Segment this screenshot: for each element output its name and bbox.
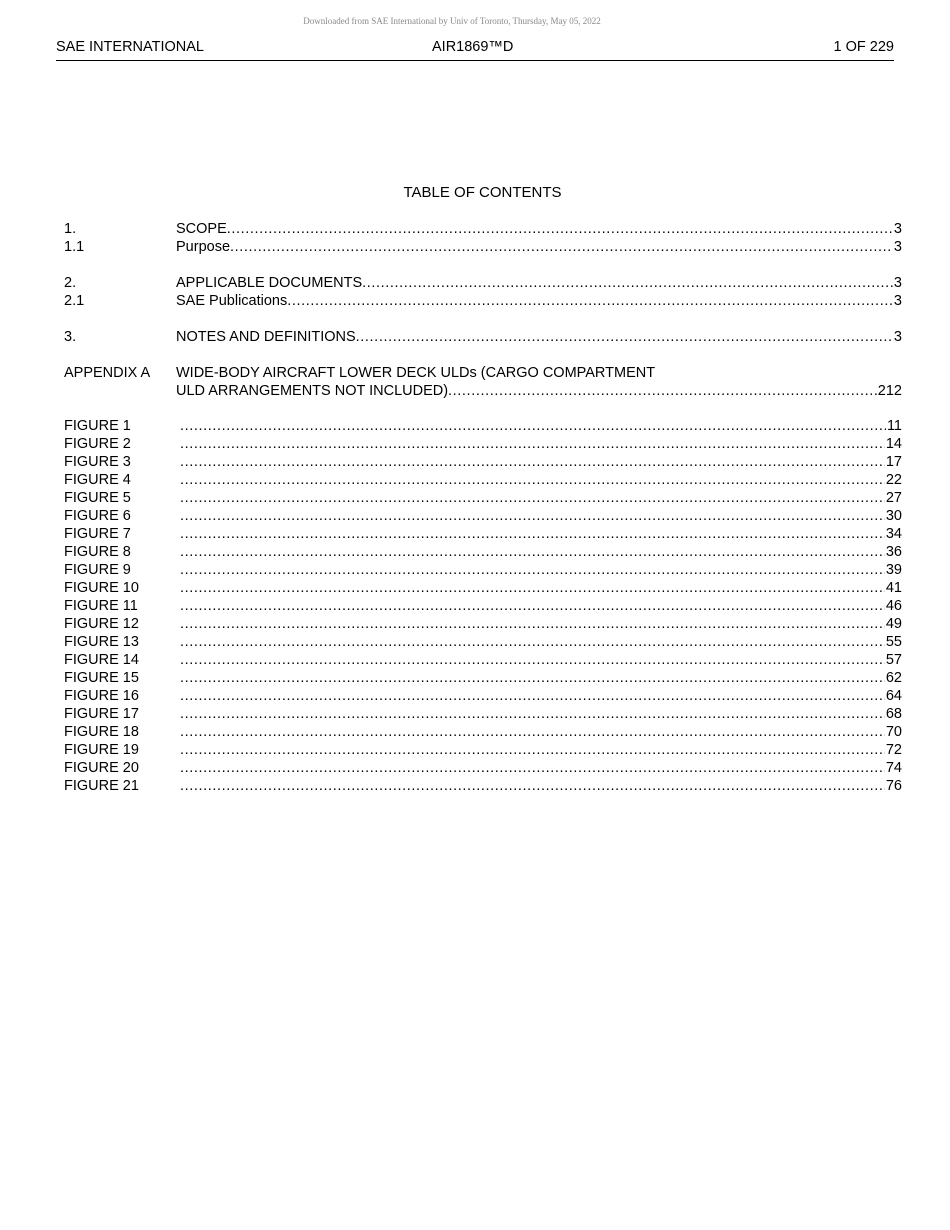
toc-figure-entry[interactable]: [64, 723, 902, 741]
toc-figure-entry[interactable]: [64, 417, 902, 435]
toc-entry-title: SAE Publications: [176, 293, 288, 309]
toc-appendix-title-line1: WIDE-BODY AIRCRAFT LOWER DECK ULDs (CARGO COMPARTMENT: [176, 365, 656, 381]
toc-figure-label: FIGURE 19: [64, 742, 139, 758]
toc-entry-page: 3: [893, 275, 902, 291]
toc-figure-label: FIGURE 5: [64, 490, 131, 506]
toc-figure-entry[interactable]: [64, 525, 902, 543]
dot-leader: [180, 615, 885, 633]
toc-figure-entry[interactable]: [64, 435, 902, 453]
toc-appendix-page: 212: [877, 383, 902, 399]
toc-figure-page: 36: [885, 544, 902, 560]
dot-leader: [180, 489, 885, 507]
toc-figure-label: FIGURE 3: [64, 454, 131, 470]
toc-figure-page: 17: [885, 454, 902, 470]
dot-leader: [180, 435, 885, 453]
toc-figure-page: 70: [885, 724, 902, 740]
dot-leader: [180, 741, 885, 759]
toc-figure-page: 30: [885, 508, 902, 524]
dot-leader: [180, 471, 885, 489]
toc-entry[interactable]: [64, 274, 902, 292]
dot-leader: [180, 453, 885, 471]
dot-leader: [180, 723, 885, 741]
toc-figure-label: FIGURE 4: [64, 472, 131, 488]
toc-figure-entry[interactable]: [64, 651, 902, 669]
page-header: [56, 39, 894, 61]
dot-leader: [180, 705, 885, 723]
toc-figure-label: FIGURE 13: [64, 634, 139, 650]
toc-entry-number: 1.: [64, 221, 77, 237]
toc-figure-page: 72: [885, 742, 902, 758]
toc-figure-entry[interactable]: [64, 759, 902, 777]
toc-figure-page: 68: [885, 706, 902, 722]
toc-figure-label: FIGURE 2: [64, 436, 131, 452]
dot-leader: [180, 543, 885, 561]
dot-leader: [180, 669, 885, 687]
toc-figure-entry[interactable]: [64, 705, 902, 723]
toc-entry[interactable]: [64, 292, 902, 310]
toc-figure-label: FIGURE 1: [64, 418, 131, 434]
toc-figure-label: FIGURE 11: [64, 598, 138, 614]
toc-figure-label: FIGURE 8: [64, 544, 131, 560]
dot-leader: [180, 579, 885, 597]
toc-figure-page: 22: [885, 472, 902, 488]
toc-figure-label: FIGURE 9: [64, 562, 131, 578]
toc-figure-entry[interactable]: [64, 687, 902, 705]
toc-figure-page: 46: [885, 598, 902, 614]
toc-figure-page: 27: [885, 490, 902, 506]
toc-figure-entry[interactable]: [64, 741, 902, 759]
header-org: SAE INTERNATIONAL: [56, 39, 204, 55]
dot-leader: [180, 687, 885, 705]
toc-figure-label: FIGURE 20: [64, 760, 139, 776]
toc-title: TABLE OF CONTENTS: [403, 184, 562, 201]
toc-figure-label: FIGURE 21: [64, 778, 139, 794]
toc-figure-page: 49: [885, 616, 902, 632]
dot-leader: [180, 759, 885, 777]
dot-leader: [227, 220, 893, 238]
toc-figure-page: 57: [885, 652, 902, 668]
toc-entry-page: 3: [893, 329, 902, 345]
dot-leader: [362, 274, 893, 292]
toc-figure-entry[interactable]: [64, 615, 902, 633]
dot-leader: [180, 525, 885, 543]
toc-figure-page: 62: [885, 670, 902, 686]
toc-figure-label: FIGURE 17: [64, 706, 139, 722]
toc-figure-page: 74: [885, 760, 902, 776]
toc-figure-entry[interactable]: [64, 471, 902, 489]
header-doc-id: AIR1869™D: [432, 39, 514, 55]
dot-leader: [180, 561, 885, 579]
toc-appendix-label: APPENDIX A: [64, 365, 151, 381]
dot-leader: [180, 777, 885, 795]
toc-figure-entry[interactable]: [64, 597, 902, 615]
toc-entry-number: 2.1: [64, 293, 85, 309]
dot-leader: [180, 417, 886, 435]
toc-entry-number: 3.: [64, 329, 77, 345]
toc-figure-label: FIGURE 14: [64, 652, 139, 668]
toc-entry[interactable]: [64, 238, 902, 256]
header-page-count: 1 OF 229: [833, 39, 894, 55]
toc-entry-page: 3: [893, 221, 902, 237]
toc-figure-page: 14: [885, 436, 902, 452]
toc-entry-title: Purpose: [176, 239, 231, 255]
toc-entry-page: 3: [893, 239, 902, 255]
toc-entry-number: 2.: [64, 275, 77, 291]
dot-leader: [180, 633, 885, 651]
toc-entry-title: NOTES AND DEFINITIONS: [176, 329, 356, 345]
dot-leader: [356, 328, 893, 346]
dot-leader: [180, 597, 885, 615]
toc-figure-label: FIGURE 16: [64, 688, 139, 704]
toc-figure-entry[interactable]: [64, 453, 902, 471]
dot-leader: [180, 651, 885, 669]
toc-figure-label: FIGURE 15: [64, 670, 139, 686]
toc-appendix-title-line2: ULD ARRANGEMENTS NOT INCLUDED): [176, 383, 449, 399]
dot-leader: [180, 507, 885, 525]
toc-appendix-entry[interactable]: [64, 364, 902, 382]
toc-figure-label: FIGURE 10: [64, 580, 139, 596]
toc-figure-page: 41: [885, 580, 902, 596]
toc-figure-label: FIGURE 7: [64, 526, 131, 542]
toc-figure-label: FIGURE 6: [64, 508, 131, 524]
toc-sections: [64, 220, 902, 400]
toc-entry-title: SCOPE: [176, 221, 227, 237]
toc-figure-entry[interactable]: [64, 579, 902, 597]
toc-entry[interactable]: [64, 328, 902, 346]
toc-figure-entry[interactable]: [64, 507, 902, 525]
toc-figure-label: FIGURE 18: [64, 724, 139, 740]
toc-figure-entry[interactable]: [64, 777, 902, 795]
toc-figure-page: 11: [886, 418, 902, 434]
toc-figure-page: 34: [885, 526, 902, 542]
dot-leader: [448, 382, 877, 400]
dot-leader: [287, 292, 893, 310]
toc-figure-page: 76: [885, 778, 902, 794]
toc-figure-entry[interactable]: [64, 489, 902, 507]
toc-figure-label: FIGURE 12: [64, 616, 139, 632]
toc-figure-page: 64: [885, 688, 902, 704]
toc-entry-page: 3: [893, 293, 902, 309]
download-watermark: Downloaded from SAE International by Univ of Toronto, Thursday, May 05, 2022: [303, 16, 601, 26]
toc-entry[interactable]: [64, 220, 902, 238]
dot-leader: [230, 238, 893, 256]
toc-figure-page: 39: [885, 562, 902, 578]
toc-figure-page: 55: [885, 634, 902, 650]
toc-figure-entry[interactable]: [64, 561, 902, 579]
toc-figure-entry[interactable]: [64, 543, 902, 561]
toc-figure-entry[interactable]: [64, 669, 902, 687]
toc-appendix-entry-cont[interactable]: [64, 382, 902, 400]
toc-entry-title: APPLICABLE DOCUMENTS: [176, 275, 363, 291]
toc-entry-number: 1.1: [64, 239, 85, 255]
toc-figure-entry[interactable]: [64, 633, 902, 651]
toc-figures: [64, 417, 902, 795]
